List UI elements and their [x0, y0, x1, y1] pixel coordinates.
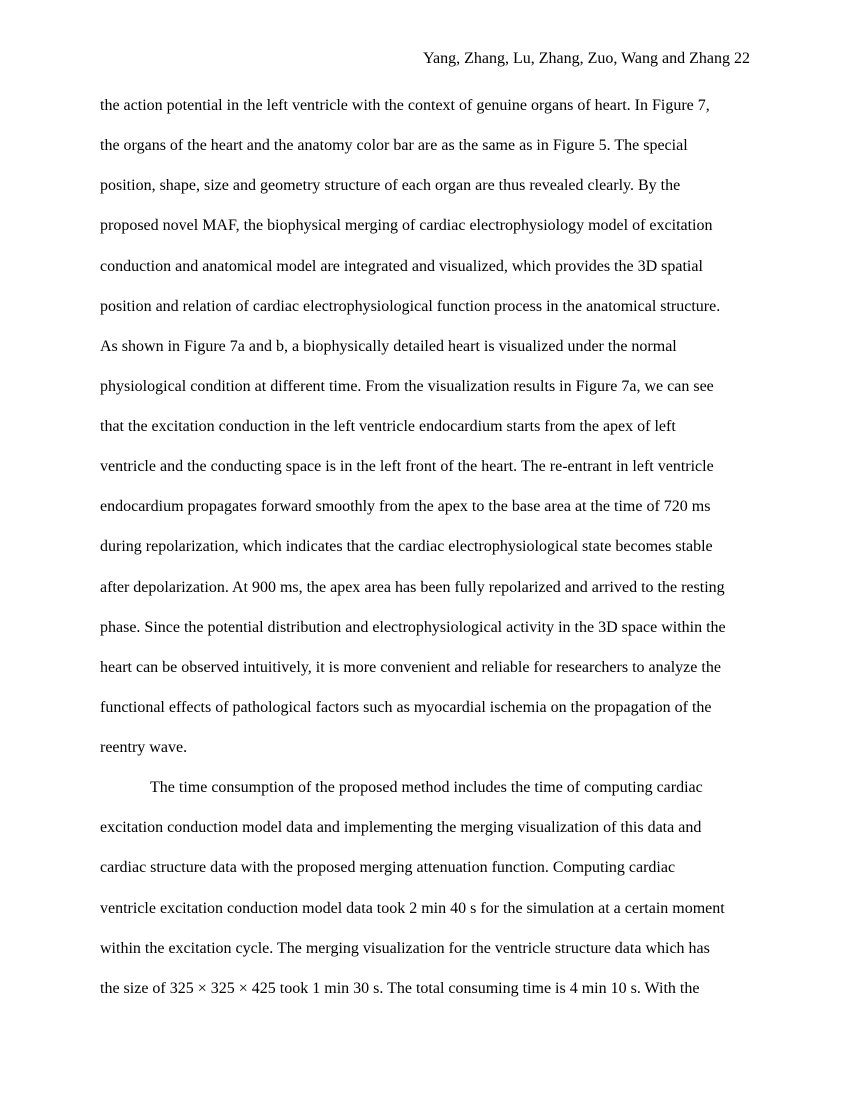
text-line: ventricle and the conducting space is in the left front of the heart. The re-entrant in left ventricle — [100, 458, 714, 475]
text-line: the action potential in the left ventricle with the context of genuine organs of heart. In Figure 7, — [100, 97, 710, 114]
text-line: position and relation of cardiac electrophysiological function process in the anatomical structure. — [100, 298, 721, 315]
text-line: cardiac structure data with the proposed merging attenuation function. Computing cardiac — [100, 859, 676, 876]
text-line: heart can be observed intuitively, it is more convenient and reliable for researchers to analyze the — [100, 659, 721, 676]
text-line: position, shape, size and geometry structure of each organ are thus revealed clearly. By the — [100, 177, 681, 194]
text-line: that the excitation conduction in the left ventricle endocardium starts from the apex of left — [100, 418, 676, 435]
text-line: The time consumption of the proposed method includes the time of computing cardiac — [150, 779, 703, 796]
text-line: within the excitation cycle. The merging visualization for the ventricle structure data which has — [100, 940, 710, 957]
text-line: during repolarization, which indicates that the cardiac electrophysiological state becomes stable — [100, 538, 713, 555]
text-line: conduction and anatomical model are integrated and visualized, which provides the 3D spatial — [100, 258, 703, 275]
text-line: the size of 325 × 325 × 425 took 1 min 30 s. The total consuming time is 4 min 10 s. With the — [100, 980, 700, 997]
text-line: As shown in Figure 7a and b, a biophysically detailed heart is visualized under the normal — [100, 338, 677, 355]
text-line: endocardium propagates forward smoothly from the apex to the base area at the time of 720 ms — [100, 498, 711, 515]
text-line: physiological condition at different time. From the visualization results in Figure 7a, we can see — [100, 378, 714, 395]
running-head: Yang, Zhang, Lu, Zhang, Zuo, Wang and Zhang 22 — [423, 50, 750, 67]
text-line: the organs of the heart and the anatomy color bar are as the same as in Figure 5. The special — [100, 137, 688, 154]
text-line: functional effects of pathological factors such as myocardial ischemia on the propagation of the — [100, 699, 712, 716]
text-line: after depolarization. At 900 ms, the apex area has been fully repolarized and arrived to the resting — [100, 579, 725, 596]
text-line: excitation conduction model data and implementing the merging visualization of this data and — [100, 819, 702, 836]
text-line: ventricle excitation conduction model data took 2 min 40 s for the simulation at a certain moment — [100, 900, 725, 917]
text-line: reentry wave. — [100, 739, 188, 756]
text-line: proposed novel MAF, the biophysical merging of cardiac electrophysiology model of excitation — [100, 217, 713, 234]
text-line: phase. Since the potential distribution and electrophysiological activity in the 3D space within the — [100, 619, 726, 636]
